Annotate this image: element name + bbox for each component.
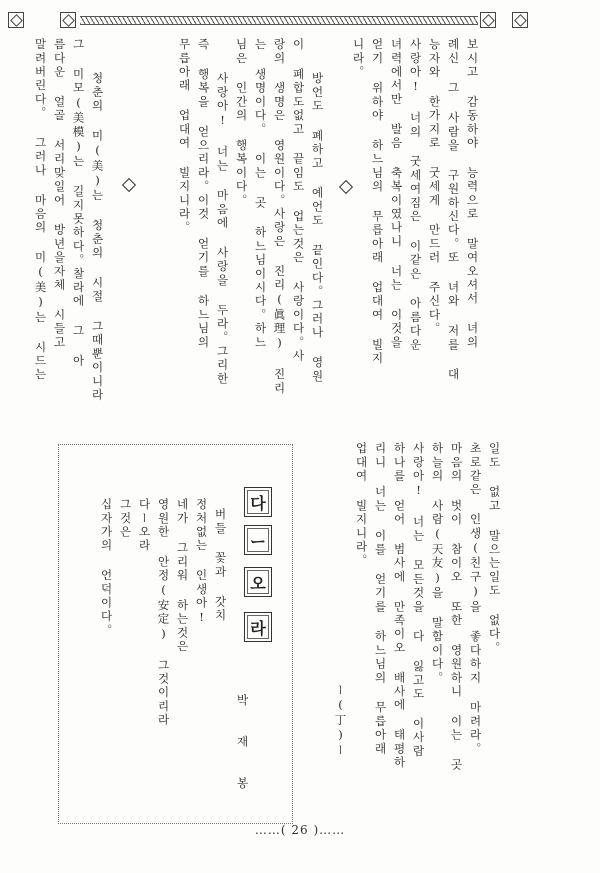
header-ornament-mid-right-icon (480, 12, 496, 28)
text-column: 말려버린다。 그러나 마음의 미(美)는 시드는 (33, 38, 48, 382)
text-column: 녀력에서만 발음 축복이였나니 너는 이것을 (389, 38, 404, 350)
section-diamond-icon (339, 180, 353, 194)
text-column: 즉 행복을 얻으리라。이것 얻기를 하느님의 (196, 38, 211, 350)
text-column: 업대여 빌지니라。 (354, 442, 369, 568)
text-column: 그 미모(美模)는 길지못하다。찰라에 그 아 (71, 38, 86, 369)
text-column: 름다운 얼골 서리맞일어 방년을자체 시들고 (52, 38, 67, 350)
text-column: 례신 그 사람을 구원하신다。또 녀와 저를 대 (446, 38, 461, 382)
poem-line: 영원한 안정(安定) 그것이리라 (156, 498, 171, 728)
poem-line: 그것은 (118, 498, 133, 540)
text-column: 능자와 한가지로 굿세게 만드러 주신다。 (427, 38, 442, 336)
poem-title-char (244, 567, 272, 597)
text-column: 랑의 생명은 영원이다。사랑은 진리(眞理) 진리 (272, 38, 287, 396)
text-column: 일도 없고 말으는일도 없다。 (487, 442, 502, 655)
text-column: 마음의 벗이 참이오 또한 영원하니 이는 곳 (449, 442, 464, 773)
text-column: 사랑아! 너는 마음에 사랑을 두라。그리한 (215, 72, 230, 386)
text-column: 초로같은 인생(친구)을 좋다하지 마려라。 (468, 442, 483, 756)
text-column: 이 폐합도없고 끝임도 업는것은 사랑이다。사 (291, 38, 306, 364)
poem-line: 버들 꽃과 갓치 (213, 508, 228, 623)
poem-title-char-text: 다 (250, 493, 266, 513)
header-ornament-left-icon (8, 12, 24, 28)
text-column: 사랑아! 너는 모든것을 다 잃고도 이사람 (411, 442, 426, 759)
text-column: 얻기 위하야 하느님의 무릅아래 업대여 빌지 (370, 38, 385, 366)
header-hatch-rule (80, 16, 478, 25)
text-column: 님은 인간의 행복이다。 (234, 38, 249, 208)
text-column: 는 생명이다。 이는 곳 하느님이시다。하느 (253, 38, 268, 350)
author-signature: ー(丁)ー (333, 684, 348, 758)
poem-title-char-text: 오 (250, 573, 266, 593)
text-column: 보시고 감동하야 능력으로 말여오셔서 녀의 (465, 38, 480, 350)
poem-line: 네가 그리워 하는것은 (175, 498, 190, 654)
text-column: 하늘의 사람(天友)을 말함이다。 (430, 442, 445, 685)
text-column: 니라。 (351, 38, 366, 80)
poem-author: 박 재 봉 (235, 694, 250, 797)
page-number: ……( 26 )…… (254, 823, 346, 837)
poem-title-char-text: 라 (250, 618, 266, 638)
poem-title-char (244, 525, 272, 555)
text-column: 리니 너는 이를 얻기를 하느님의 무릅아래 (373, 442, 388, 756)
text-column: 청춘의 미(美)는 청춘의 시절 그때뿐이니라 (90, 72, 105, 403)
poem-line: 다ー오라 (137, 498, 152, 553)
poem-title-char (244, 487, 272, 517)
poem-title-char-text: ー (249, 531, 266, 551)
poem-line: 정처없는 인생아! (194, 498, 209, 627)
header-ornament-right-icon (512, 12, 528, 28)
header-ornament-mid-left-icon (60, 12, 76, 28)
section-diamond-icon (122, 178, 136, 192)
text-column: 사랑아! 너의 굿세여짐은 이같은 아름다운 (408, 38, 423, 352)
poem-line: 십자가의 언덕이다。 (99, 498, 114, 638)
text-column: 하나를 얻어 범사에 만족이오 배사에 태평하 (392, 442, 407, 770)
poem-title-char (244, 612, 272, 642)
text-column: 방언도 폐하고 예언도 끝인다。그러나 영원 (310, 72, 325, 384)
text-column: 무릅아래 업대여 빌지니라。 (177, 38, 192, 235)
